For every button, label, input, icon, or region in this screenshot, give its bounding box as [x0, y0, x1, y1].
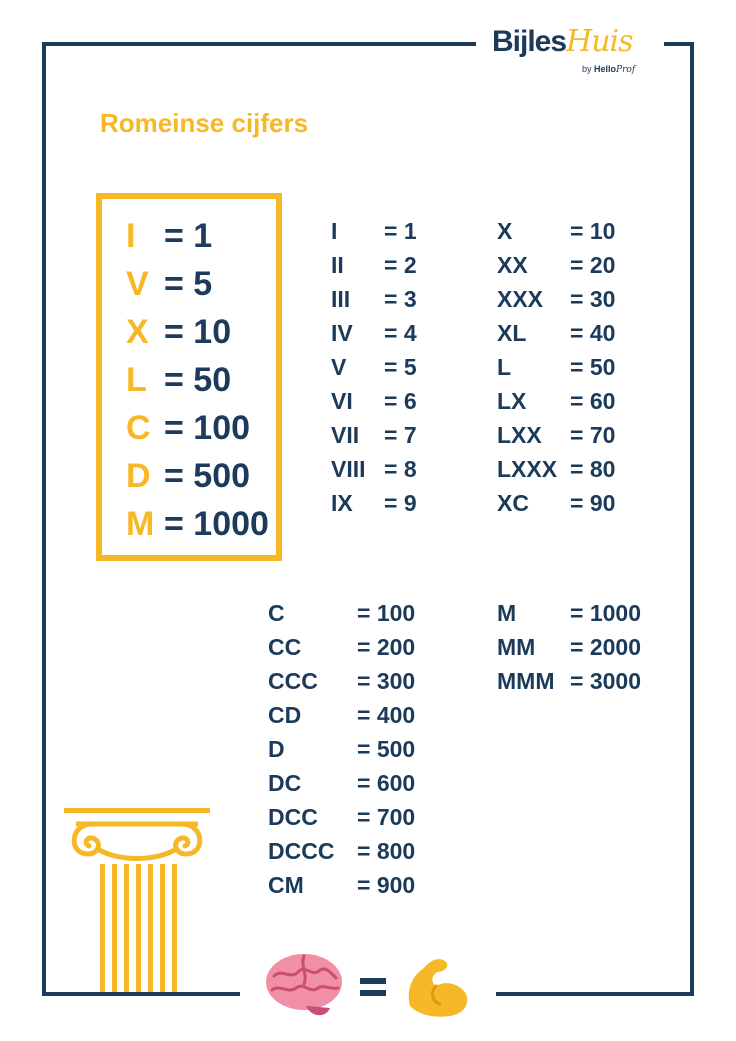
numeral-value: = 3000 [570, 668, 641, 694]
numeral-value: = 1000 [570, 600, 641, 626]
numeral-value: = 90 [570, 490, 616, 516]
numeral-symbol: III [331, 286, 351, 312]
numeral-symbol: V [126, 265, 149, 303]
numeral-symbol: XC [497, 490, 529, 516]
numeral-symbol: CCC [268, 668, 318, 694]
numeral-symbol: VIII [331, 456, 366, 482]
numeral-symbol: MM [497, 634, 536, 660]
numeral-symbol: LX [497, 388, 527, 414]
numeral-symbol: XX [497, 252, 528, 278]
brand-logo [492, 24, 652, 80]
logo-wordmark [492, 24, 633, 59]
numeral-value: = 800 [357, 838, 416, 864]
ionic-column-icon [62, 806, 212, 996]
numeral-symbol: XL [497, 320, 527, 346]
numeral-value: = 5 [164, 265, 213, 303]
numeral-value: = 40 [570, 320, 616, 346]
numeral-symbol: I [331, 218, 338, 244]
numeral-value: = 1000 [164, 505, 269, 543]
frame-bottom-right [496, 992, 694, 996]
numeral-value: = 5 [384, 354, 417, 380]
hundreds-table [268, 600, 428, 906]
numeral-value: = 6 [384, 388, 417, 414]
numeral-value: = 100 [164, 409, 251, 447]
numeral-value: = 3 [384, 286, 417, 312]
numeral-value: = 900 [357, 872, 416, 898]
numeral-value: = 500 [164, 457, 251, 495]
numeral-symbol: M [497, 600, 517, 626]
logo-partner-main: Hello [594, 64, 617, 74]
numeral-symbol: CD [268, 702, 302, 728]
logo-partner-script: Prof [616, 65, 636, 75]
numeral-symbol: LXXX [497, 456, 558, 482]
logo-partner [582, 64, 635, 75]
basic-numerals-box [96, 193, 282, 561]
numeral-symbol: CM [268, 872, 304, 898]
numeral-symbol: X [126, 313, 149, 351]
logo-brand-script: Huis [566, 24, 633, 59]
numeral-symbol: DC [268, 770, 302, 796]
numeral-value: = 1 [384, 218, 417, 244]
numeral-symbol: I [126, 217, 136, 255]
numeral-symbol: D [268, 736, 285, 762]
numeral-symbol: MMM [497, 668, 555, 694]
numeral-value: = 50 [164, 361, 232, 399]
numeral-symbol: D [126, 457, 151, 495]
brain-equals-muscle [260, 946, 480, 1026]
numeral-value: = 400 [357, 702, 416, 728]
numeral-value: = 700 [357, 804, 416, 830]
numeral-symbol: C [126, 409, 151, 447]
numeral-value: = 600 [357, 770, 416, 796]
numeral-value: = 300 [357, 668, 416, 694]
numeral-value: = 10 [570, 218, 616, 244]
equals-icon [360, 978, 386, 996]
flexed-biceps-icon [409, 959, 467, 1017]
page-title: Romeinse cijfers [100, 108, 309, 138]
numeral-symbol: II [331, 252, 344, 278]
numeral-value: = 70 [570, 422, 616, 448]
numeral-symbol: VII [331, 422, 360, 448]
numeral-symbol: CC [268, 634, 302, 660]
numeral-value: = 50 [570, 354, 616, 380]
numeral-value: = 10 [164, 313, 232, 351]
numeral-value: = 2 [384, 252, 417, 278]
numeral-value: = 8 [384, 456, 417, 482]
numeral-symbol: LXX [497, 422, 542, 448]
numeral-symbol: L [497, 354, 512, 380]
numeral-symbol: X [497, 218, 513, 244]
numeral-value: = 500 [357, 736, 416, 762]
frame-left [42, 42, 46, 996]
frame-top-left [42, 42, 476, 46]
numeral-value: = 20 [570, 252, 616, 278]
units-table [331, 218, 441, 524]
logo-by: by [582, 64, 592, 74]
numeral-symbol: XXX [497, 286, 544, 312]
tens-table [497, 218, 637, 524]
logo-brand-main: Bijles [492, 25, 567, 58]
numeral-symbol: L [126, 361, 147, 399]
numeral-symbol: DCC [268, 804, 318, 830]
numeral-value: = 30 [570, 286, 616, 312]
numeral-symbol: IV [331, 320, 353, 346]
numeral-value: = 1 [164, 217, 213, 255]
numeral-value: = 80 [570, 456, 616, 482]
numeral-symbol: M [126, 505, 155, 543]
numeral-value: = 9 [384, 490, 417, 516]
numeral-value: = 200 [357, 634, 416, 660]
numeral-symbol: IX [331, 490, 353, 516]
frame-right [690, 42, 694, 996]
brain-icon [266, 954, 342, 1015]
numeral-symbol: V [331, 354, 347, 380]
thousands-table [497, 600, 667, 702]
numeral-symbol: VI [331, 388, 353, 414]
numeral-value: = 100 [357, 600, 416, 626]
numeral-value: = 2000 [570, 634, 641, 660]
numeral-value: = 7 [384, 422, 417, 448]
numeral-value: = 60 [570, 388, 616, 414]
numeral-symbol: DCCC [268, 838, 335, 864]
numeral-value: = 4 [384, 320, 417, 346]
numeral-symbol: C [268, 600, 285, 626]
